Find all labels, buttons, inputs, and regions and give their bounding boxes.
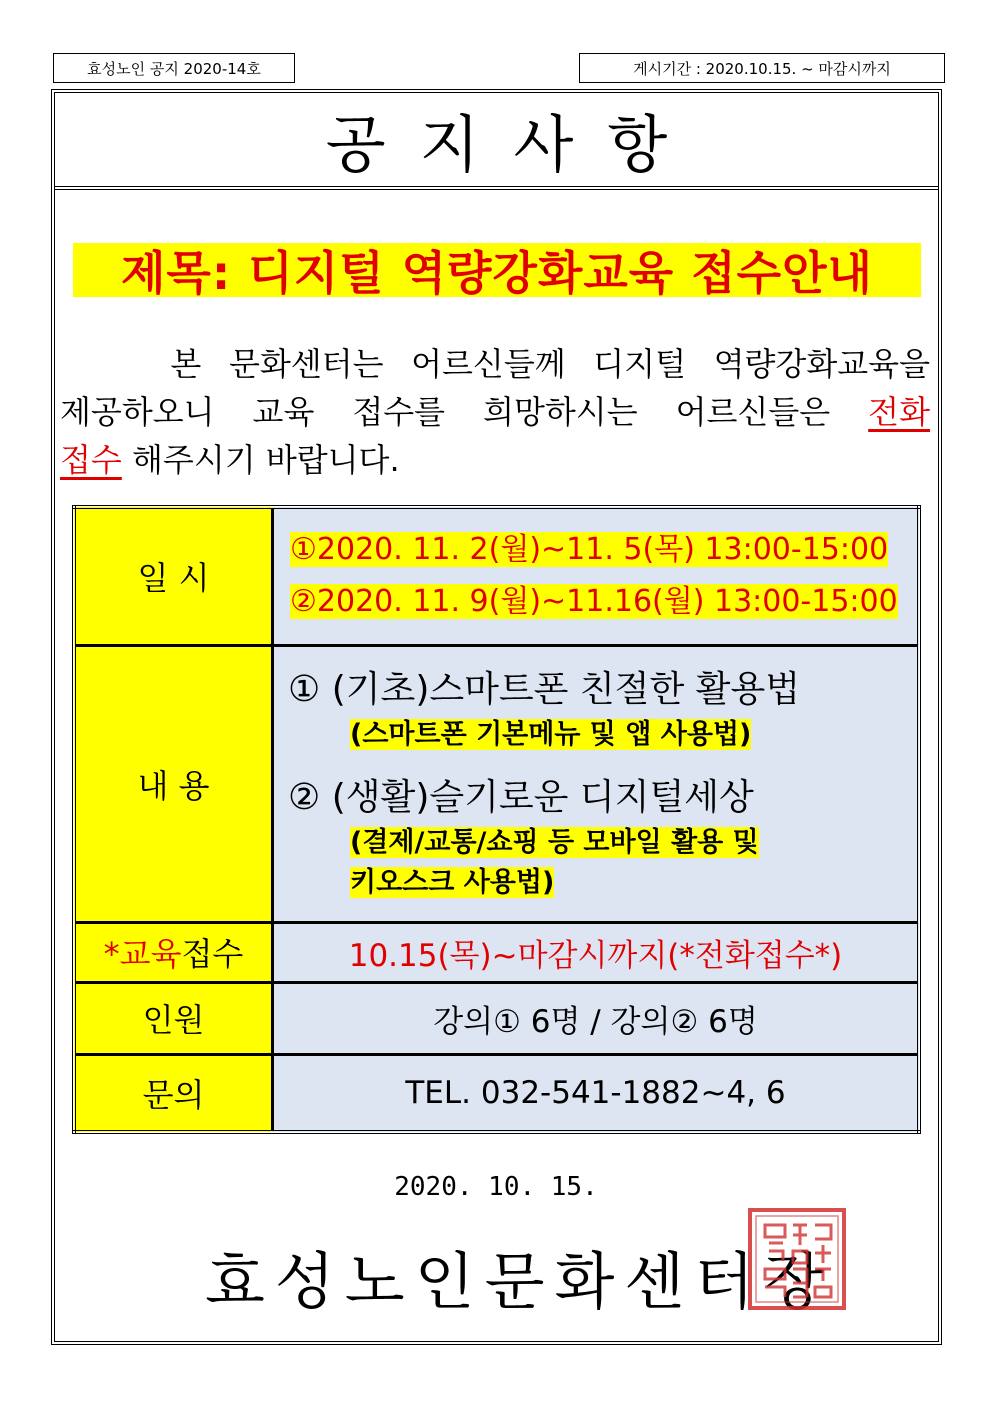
intro-line-2: 제공하오니 교육 접수를 희망하시는 어르신들은 전화 (60, 393, 930, 431)
posting-period-box (579, 53, 945, 83)
signature: 효성노인문화센터장 (205, 1245, 835, 1318)
course-2-desc-2: 키오스크 사용법) (350, 866, 555, 898)
registration-label: *교육접수 (74, 922, 273, 982)
course-1-title: ① (기초)스마트폰 친절한 활용법 (288, 668, 801, 710)
intro-line-3: 접수 해주시기 바랍니다. (60, 441, 400, 479)
course-2-desc-1: (결제/교통/쇼핑 등 모바일 활용 및 (350, 826, 759, 858)
posting-period: 게시기간 : 2020.10.15. ~ 마감시까지 (633, 59, 891, 78)
capacity-label: 인원 (74, 982, 273, 1054)
page-title: 공지사항 (325, 108, 702, 181)
inquiry-row (74, 1054, 919, 1132)
capacity-value: 강의① 6명 / 강의② 6명 (273, 982, 920, 1054)
phone-emphasis-2: 접수 (60, 441, 122, 479)
title-row (55, 93, 938, 190)
content-label: 내 용 (74, 645, 273, 922)
intro-line-1: 본 문화센터는 어르신들께 디지털 역량강화교육을 (170, 345, 930, 383)
content-value (273, 645, 920, 922)
schedule-date-1: ①2020. 11. 2(월)~11. 5(목) 13:00-15:00 (290, 532, 889, 568)
schedule-row (74, 507, 919, 645)
schedule-value (273, 507, 920, 645)
phone-emphasis-1: 전화 (868, 393, 930, 431)
inquiry-label: 문의 (74, 1054, 273, 1132)
notice-id-box (53, 53, 295, 83)
intro-paragraph (60, 340, 930, 484)
subject-heading: 제목: 디지털 역량강화교육 접수안내 (73, 243, 921, 297)
content-row (74, 645, 919, 922)
registration-row (74, 922, 919, 982)
info-table (72, 505, 921, 1134)
official-seal-icon (747, 1207, 847, 1311)
capacity-row (74, 982, 919, 1054)
notice-id: 효성노인 공지 2020-14호 (87, 59, 261, 78)
notice-date: 2020. 10. 15. (394, 1172, 598, 1202)
course-1-desc: (스마트폰 기본메뉴 및 앱 사용법) (350, 718, 752, 750)
course-2-title: ② (생활)슬기로운 디지털세상 (288, 776, 754, 818)
schedule-label: 일 시 (74, 507, 273, 645)
inquiry-value: TEL. 032-541-1882~4, 6 (273, 1054, 920, 1132)
registration-value: 10.15(목)~마감시까지(*전화접수*) (273, 922, 920, 982)
schedule-date-2: ②2020. 11. 9(월)~11.16(월) 13:00-15:00 (290, 584, 898, 620)
